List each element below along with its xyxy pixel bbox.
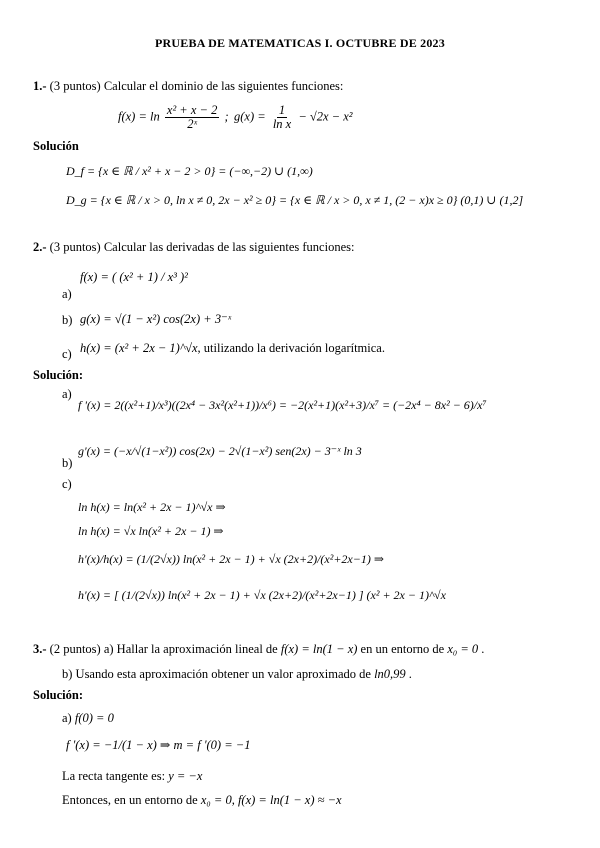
q2-sa-label: a) <box>62 387 72 401</box>
page-title: PRUEBA DE MATEMATICAS I. OCTUBRE DE 2023 <box>155 36 445 50</box>
q2-solution-c1: ln h(x) = ln(x² + 2x − 1)^√x ⇒ <box>78 500 226 514</box>
q2-c-line <box>80 341 385 356</box>
question-2-text: (3 puntos) Calcular las derivadas de las siguientes funciones: <box>46 240 355 254</box>
question-1-statement <box>33 79 343 94</box>
q3-s1: f(0) = 0 <box>74 711 114 725</box>
q2-b-label: b) <box>62 313 73 327</box>
question-2-number: 2.- <box>33 240 47 254</box>
q3-s4-line <box>62 793 342 808</box>
q1-g-rest: − √2x − x² <box>298 109 353 124</box>
question-2-statement <box>33 240 354 255</box>
q2-a-label: a) <box>62 287 72 301</box>
q1-domain-g: D_g = {x ∈ ℝ / x > 0, ln x ≠ 0, 2x − x² ≥ 0} = {x ∈ ℝ / x > 0, x ≠ 1, (2 − x)x ≥ 0} (0,1) ∪ (1,2] <box>66 193 524 207</box>
question-1-text: (3 puntos) Calcular el dominio de las siguientes funciones: <box>46 79 344 93</box>
question-1-number: 1.- <box>33 79 47 93</box>
question-3-statement-a: 3.- (2 puntos) a) Hallar la aproximación lineal de f(x) = ln(1 − x) en un entorno de x₀ = 0 . <box>33 642 485 656</box>
q3-value: ln0,99 <box>374 667 406 681</box>
q3-x0: x₀ = 0 <box>447 642 479 656</box>
q1-g-definition <box>234 104 353 131</box>
q3-s1-line <box>62 711 114 726</box>
q2-solution-b: g'(x) = (−x/√(1−x²)) cos(2x) − 2√(1−x²) sen(2x) − 3⁻ˣ ln 3 <box>78 444 362 458</box>
q3-function: f(x) = ln(1 − x) <box>280 642 358 656</box>
q1-f-lhs: f(x) = ln <box>118 109 160 124</box>
q2-solution-c4: h'(x) = [ (1/(2√x)) ln(x² + 2x − 1) + √x (2x+2)/(x²+2x−1) ] (x² + 2x − 1)^√x <box>78 588 446 602</box>
q1-g-denominator: ln x <box>272 117 292 132</box>
q2-c-label: c) <box>62 347 72 361</box>
q2-solution-heading: Solución: <box>33 368 84 382</box>
q2-sb-label: b) <box>62 456 73 470</box>
q3-s1-label: a) <box>62 711 72 725</box>
q2-a-expression: f(x) = ( (x² + 1) / x³ )² <box>80 270 188 284</box>
q3-s3-line <box>62 769 202 784</box>
q2-solution-c3: h'(x)/h(x) = (1/(2√x)) ln(x² + 2x − 1) + √x (2x+2)/(x²+2x−1) ⇒ <box>78 552 384 566</box>
q1-domain-f: D_f = {x ∈ ℝ / x² + x − 2 > 0} = (−∞,−2) ∪ (1,∞) <box>66 164 313 178</box>
q1-f-denominator: 2ˣ <box>187 117 198 132</box>
q2-c-expression: h(x) = (x² + 2x − 1)^√x <box>80 341 198 355</box>
q1-f-definition: f(x) = ln $\frac{\text{x² + x − 2}}{\text{2ˣ}}$ ; <box>118 103 229 132</box>
q1-g-lhs: g(x) = <box>234 109 266 124</box>
q2-solution-a: f '(x) = 2((x²+1)/x³)((2x⁴ − 3x²(x²+1))/x⁶) = −2(x²+1)(x²+3)/x⁷ = (−2x⁴ − 8x² − 6)/x⁷ <box>78 398 487 412</box>
q1-g-numerator: 1 <box>278 103 286 117</box>
q3-s3-equation: y = −x <box>168 769 203 783</box>
q3-s2: f '(x) = −1/(1 − x) ⇒ m = f '(0) = −1 <box>66 738 251 752</box>
q2-sc-label: c) <box>62 477 72 491</box>
q3-text-a2: en un entorno de <box>357 642 448 656</box>
q2-b-expression: g(x) = √(1 − x²) cos(2x) + 3⁻ˣ <box>80 312 232 326</box>
q2-solution-c2: ln h(x) = √x ln(x² + 2x − 1) ⇒ <box>78 524 224 538</box>
q3-s4-equation: , f(x) = ln(1 − x) ≈ −x <box>231 793 342 807</box>
q1-f-numerator: x² + x − 2 <box>166 103 218 117</box>
q3-s4-text: Entonces, en un entorno de <box>62 793 201 807</box>
question-3-number: 3.- <box>33 642 47 656</box>
q3-s4-x0: x₀ = 0 <box>200 793 232 807</box>
question-3-statement-b: b) Usando esta aproximación obtener un valor aproximado de ln0,99 . <box>62 667 412 681</box>
q1-solution-heading: Solución <box>33 139 79 153</box>
q3-text-a: (2 puntos) a) Hallar la aproximación lineal de <box>46 642 281 656</box>
q3-s3-text: La recta tangente es: <box>62 769 169 783</box>
q3-text-b: b) Usando esta aproximación obtener un valor aproximado de <box>62 667 375 681</box>
q3-solution-heading: Solución: <box>33 688 84 702</box>
q2-c-text: , utilizando la derivación logarítmica. <box>197 341 385 355</box>
